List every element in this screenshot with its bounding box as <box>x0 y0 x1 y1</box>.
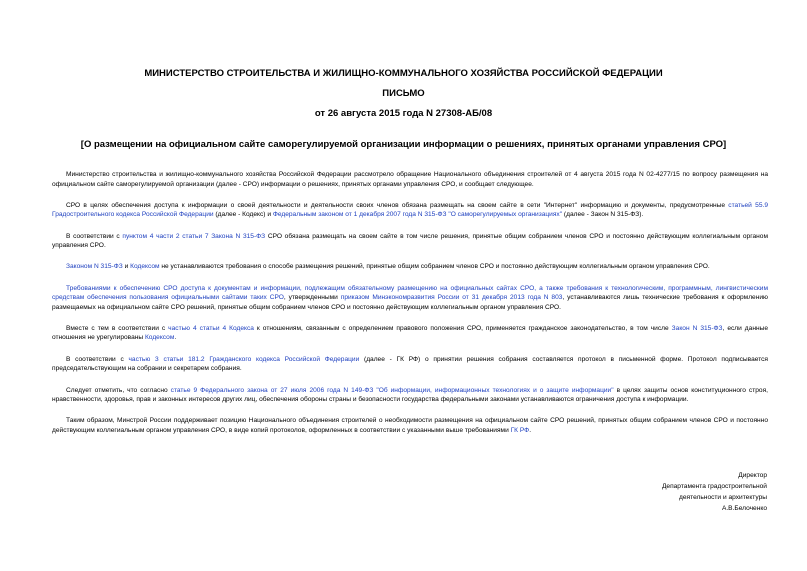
paragraph-text: Следует отметить, что согласно <box>66 386 171 394</box>
signature-name: А.В.Белоченко <box>721 505 767 512</box>
paragraph-7 <box>52 355 768 374</box>
link-civil-code[interactable]: ГК РФ <box>510 426 530 434</box>
link-article-55-9-grad-code[interactable]: статьей 55.9 Градостроительного кодекса Российской Федерации <box>52 201 768 219</box>
paragraph-text: СРО в целях обеспечения доступа к информации о своей деятельности и деятельности своих членов обязана размещать на своем сайте в сети "Интернет" информацию и документы, предусмотренные <box>66 201 729 209</box>
paragraph-text: не устанавливаются требования о способе размещения решений, принятые общим собранием членов СРО и постоянно действующим коллегиальным органом управления СРО. <box>159 263 710 271</box>
link-order-803[interactable]: приказом Минэкономразвития России от 31 декабря 2013 года N 803 <box>340 294 563 302</box>
paragraph-text: , устанавливаются лишь технические требования к оформлению размещаемых на официальном сайте СРО решений, принятые общим собранием членов СРО и постоянно действующим коллегиальным органом управления СРО. <box>52 294 768 311</box>
paragraph-text: (далее - ГК РФ) о принятии решения собрания составляется протокол в письменной форме. Протокол подписывается председательствующим на собрании и секретарем собрания. <box>52 355 769 373</box>
signature-department-cont: деятельности и архитектуры <box>679 494 767 501</box>
link-code[interactable]: Кодексом <box>130 263 160 271</box>
link-requirements[interactable]: Требованиями к обеспечению СРО доступа к документам и информации, подлежащим обязательному размещению на официальных сайтах СРО, а также требования к технологическим, программным, лингвистическим средствам обеспечения пользования официальными сайтами таких СРО <box>52 284 768 302</box>
paragraph-text: в целях защиты основ конституционного строя, нравственности, здоровья, прав и законных интересов других лиц, обеспечения обороны страны и безопасности государства федеральными законами устанавливаются ограничения доступа к информации. <box>52 386 768 404</box>
link-code-article-4[interactable]: частью 4 статьи 4 Кодекса <box>168 324 254 332</box>
link-law-315[interactable]: Законом N 315-ФЗ <box>66 263 123 271</box>
link-law-315-second[interactable]: Закон N 315-ФЗ <box>671 324 723 332</box>
link-code-second[interactable]: Кодексом <box>144 334 175 342</box>
paragraph-6 <box>52 324 768 343</box>
paragraph-text: к отношениям, связанным с определением правового положения СРО, применяется гражданское законодательство, в том числе <box>253 324 672 332</box>
link-law-315-article-7[interactable]: пунктом 4 части 2 статьи 7 Закона N 315-ФЗ <box>122 232 266 240</box>
ministry-title: МИНИСТЕРСТВО СТРОИТЕЛЬСТВА И ЖИЛИЩНО-КОММУНАЛЬНОГО ХОЗЯЙСТВА РОССИЙСКОЙ ФЕДЕРАЦИИ <box>144 68 663 79</box>
paragraph-text: , утвержденными <box>283 294 341 302</box>
paragraph-text: СРО обязана размещать на своем сайте в том числе решения, принятые общим собранием членов СРО и постоянно действующим коллегиальным органом управления СРО. <box>52 232 768 250</box>
paragraph-1 <box>52 170 768 189</box>
paragraph-text: (далее - Кодекс) и <box>213 211 273 219</box>
paragraph-text: Министерство строительства и жилищно-коммунального хозяйства Российской Федерации рассмотрело обращение Национального объединения строителей от 4 августа 2015 года N 02-4277/15 по вопросу размещения на официальном сайте саморегулируемой организации (далее - СРО) информации о решениях, принятых органами управления СРО, и сообщает следующее. <box>52 171 768 188</box>
paragraph-text: Таким образом, Минстрой России поддерживает позицию Национального объединения строителей о необходимости размещения на официальном сайте СРО решений, принятых общим собранием членов СРО и постоянно действующим коллегиальным органом управления СРО, в виде копий протоколов, оформленных в соответствии с указанными выше требованиями <box>52 417 768 434</box>
paragraph-text: В соответствии с <box>66 355 129 363</box>
paragraph-4 <box>52 262 768 272</box>
paragraph-text: . <box>529 426 532 434</box>
document-type: ПИСЬМО <box>382 88 425 99</box>
document-subject: [О размещении на официальном сайте саморегулируемой организации информации о решениях, принятых органами управления СРО] <box>80 139 727 150</box>
document-date-number: от 26 августа 2015 года N 27308-АБ/08 <box>314 108 493 119</box>
paragraph-8 <box>52 386 768 405</box>
paragraph-text: и <box>122 263 131 271</box>
paragraph-text: , если данные отношения не урегулированы <box>52 324 769 342</box>
link-federal-law-315[interactable]: Федеральным законом от 1 декабря 2007 года N 315-ФЗ "О саморегулируемых организациях" <box>272 211 563 219</box>
link-civil-code-181-2[interactable]: частью 3 статьи 181.2 Гражданского кодекса Российской Федерации <box>128 355 360 363</box>
link-federal-law-149[interactable]: статье 9 Федерального закона от 27 июля 2006 года N 149-ФЗ "Об информации, информационных технологиях и о защите информации" <box>170 386 614 394</box>
paragraph-9 <box>52 416 768 435</box>
paragraph-text: (далее - Закон N 315-ФЗ). <box>562 211 644 219</box>
paragraph-2 <box>52 201 768 220</box>
signature-block <box>662 470 767 514</box>
signature-position: Директор <box>738 472 767 479</box>
paragraph-5 <box>52 284 768 313</box>
paragraph-3 <box>52 232 768 251</box>
paragraph-text: . <box>174 334 177 342</box>
paragraph-text: Вместе с тем в соответствии с <box>66 324 169 332</box>
paragraph-text: В соответствии с <box>66 232 123 240</box>
document-body <box>52 170 768 447</box>
signature-department: Департамента градостроительной <box>661 483 767 490</box>
